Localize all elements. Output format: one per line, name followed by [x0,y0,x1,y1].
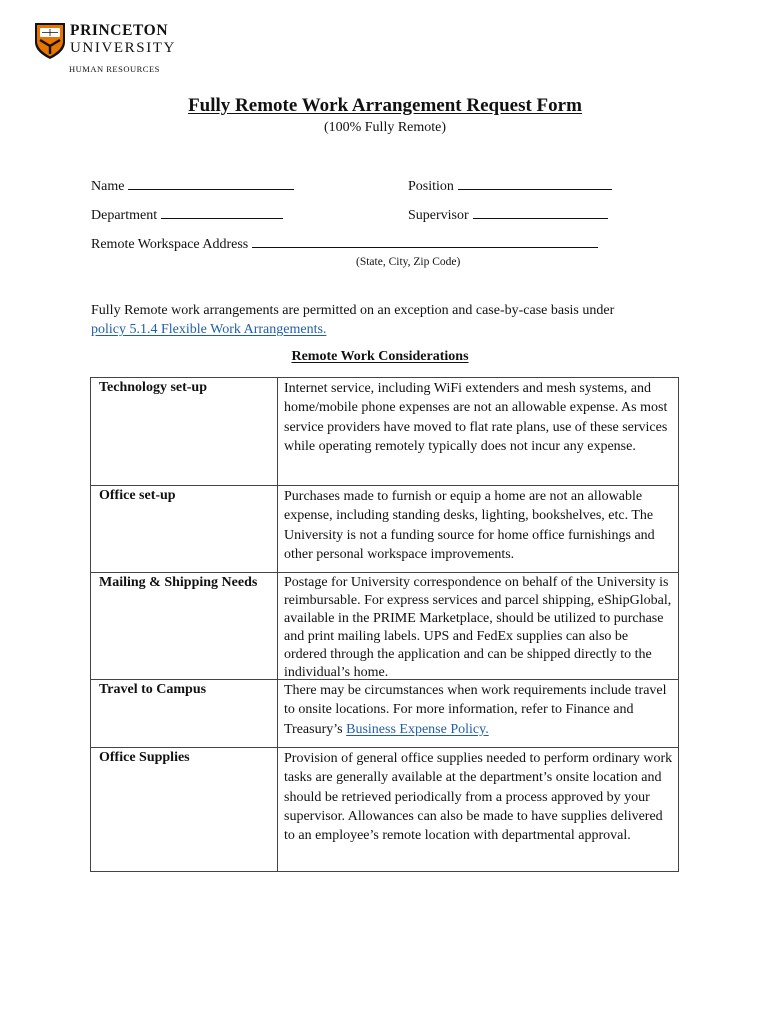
row-text: Internet service, including WiFi extenders and mesh systems, and home/mobile phone expenses are not an allowable expense. As most service providers have moved to flat rate plans, use of these services while operating remotely typically does not incur any expense. [284,381,668,454]
row-label: Travel to Campus [99,682,207,697]
supervisor-label: Supervisor [408,208,469,223]
logo-department: HUMAN RESOURCES [69,64,160,74]
row-text: Provision of general office supplies needed to perform ordinary work tasks are generally available at the department’s onsite location and should be retrieved periodically from a process approved by your supervisor. Allowances can also be made to have supplies delivered to an employee’s remote location with departmental approval. [284,751,673,844]
row-label: Technology set-up [99,380,208,395]
address-field[interactable] [91,235,598,253]
position-label: Position [408,179,454,194]
table-row-mailing [91,572,678,679]
intro-text: Fully Remote work arrangements are permitted on an exception and case-by-case basis under [91,303,615,318]
row-text: Purchases made to furnish or equip a home are not an allowable expense, including standing desks, lighting, bookshelves, etc. The University is not a funding source for home office furnishings and other personal workspace improvements. [284,489,655,562]
name-input-line[interactable] [128,177,294,190]
address-input-line[interactable] [252,235,598,248]
table-row-office-supplies [91,747,678,871]
row-text-container [284,681,674,739]
table-row-office-setup [91,485,678,572]
row-label: Office set-up [99,488,176,503]
intro-paragraph [91,301,691,339]
name-label: Name [91,179,125,194]
logo-wordmark-princeton: PRINCETON [70,22,169,39]
table-row-travel [91,679,678,747]
business-expense-policy-link[interactable]: Business Expense Policy. [346,721,489,737]
policy-link[interactable]: policy 5.1.4 Flexible Work Arrangements. [91,322,327,337]
position-input-line[interactable] [458,177,612,190]
row-label: Mailing & Shipping Needs [99,575,258,590]
address-label: Remote Workspace Address [91,237,249,252]
department-label: Department [91,208,158,223]
address-hint: (State, City, Zip Code) [356,256,461,268]
princeton-hr-logo [34,20,184,76]
considerations-title: Remote Work Considerations [291,349,469,364]
logo-wordmark-university: UNIVERSITY [70,40,176,56]
row-label: Office Supplies [99,750,190,765]
name-field[interactable] [91,177,294,195]
department-input-line[interactable] [161,206,283,219]
position-field[interactable] [408,177,612,195]
row-text: There may be circumstances when work requirements include travel to onsite locations. For more information, refer to Finance and Treasury’s [284,683,667,737]
supervisor-field[interactable] [408,206,608,224]
row-text: Postage for University correspondence on behalf of the University is reimbursable. For express services and parcel shipping, eShipGlobal, available in the PRIME Marketplace, should be utilized to purchase and print mailing labels. UPS and FedEx supplies can also be ordered through the application and can be shipped directly to the individual’s home. [284,575,672,680]
supervisor-input-line[interactable] [473,206,608,219]
table-row-technology [91,378,678,485]
princeton-shield-icon [34,22,66,60]
department-field[interactable] [91,206,283,224]
form-title: Fully Remote Work Arrangement Request Form [188,95,582,116]
form-subtitle: (100% Fully Remote) [323,120,447,135]
considerations-table [90,377,679,872]
